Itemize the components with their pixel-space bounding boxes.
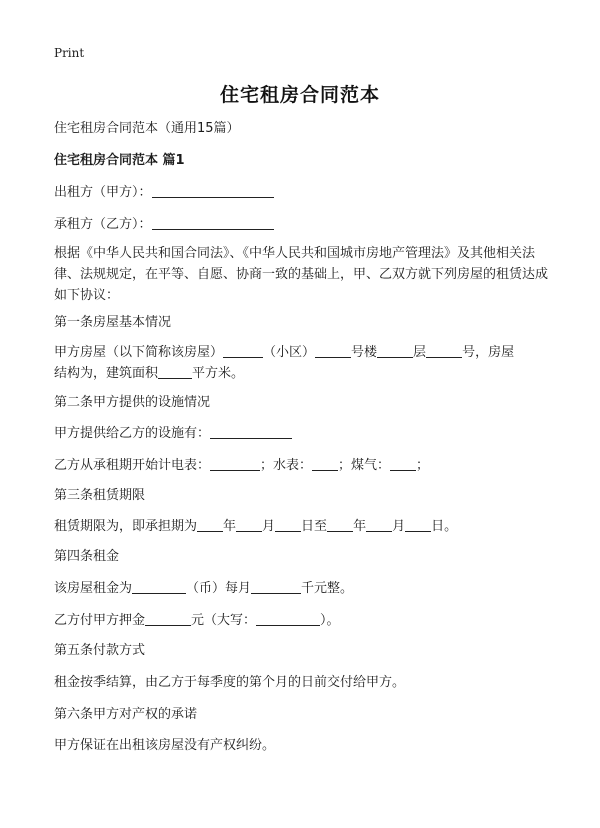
lessor-label: 出租方（甲方）： bbox=[54, 185, 152, 200]
article-3-text: 日。 bbox=[431, 519, 458, 534]
article-3-text: 年 bbox=[353, 519, 367, 534]
article-2-text: ；煤气： bbox=[338, 458, 391, 473]
building-blank bbox=[315, 343, 351, 358]
lessee-label: 承租方（乙方）： bbox=[54, 217, 152, 232]
page-title: 住宅租房合同范本 bbox=[219, 84, 380, 106]
lessor-blank bbox=[152, 183, 274, 198]
article-1-title: 第一条房屋基本情况 bbox=[54, 315, 172, 330]
article-1-text: 号，房屋 bbox=[462, 345, 515, 360]
water-meter-blank bbox=[312, 456, 338, 471]
article-3-text: 租赁期限为，即承担期为 bbox=[54, 519, 198, 534]
lessee-blank bbox=[152, 215, 274, 230]
room-blank bbox=[426, 343, 462, 358]
district-blank bbox=[223, 343, 263, 358]
article-2-text: ；水表： bbox=[260, 458, 313, 473]
article-4-line-1 bbox=[54, 578, 554, 599]
article-4-title: 第四条租金 bbox=[54, 549, 120, 564]
article-3-text: 月 bbox=[392, 519, 406, 534]
article-1-line-2 bbox=[54, 363, 554, 384]
article-4-line-2 bbox=[54, 610, 554, 631]
lessee-line bbox=[54, 214, 554, 235]
article-3-text: 月 bbox=[262, 519, 276, 534]
document-subtitle: 住宅租房合同范本（通用15篇） bbox=[54, 121, 240, 136]
article-1-text: 号楼 bbox=[351, 345, 378, 360]
article-5-title: 第五条付款方式 bbox=[54, 643, 146, 658]
article-4-text: 元（大写： bbox=[191, 613, 257, 628]
start-month-blank bbox=[236, 517, 262, 532]
article-6-text: 甲方保证在出租该房屋没有产权纠纷。 bbox=[54, 738, 276, 753]
article-3-title: 第三条租赁期限 bbox=[54, 488, 146, 503]
article-2-line-1 bbox=[54, 423, 554, 444]
article-4-text: 该房屋租金为 bbox=[54, 581, 133, 596]
print-link[interactable]: Print bbox=[54, 46, 85, 60]
article-2-title: 第二条甲方提供的设施情况 bbox=[54, 395, 211, 410]
article-5-text: 租金按季结算，由乙方于每季度的第个月的日前交付给甲方。 bbox=[54, 675, 406, 690]
monthly-rent-blank bbox=[251, 579, 301, 594]
rent-amount-blank bbox=[132, 579, 186, 594]
article-3-line bbox=[54, 516, 554, 537]
deposit-words-blank bbox=[256, 611, 320, 626]
start-day-blank bbox=[275, 517, 301, 532]
electric-meter-blank bbox=[210, 456, 260, 471]
article-4-text: 千元整。 bbox=[301, 581, 354, 596]
article-3-text: 日至 bbox=[301, 519, 328, 534]
article-1-text: 平方米。 bbox=[192, 366, 245, 381]
article-4-text: （币）每月 bbox=[186, 581, 252, 596]
area-blank bbox=[158, 364, 192, 379]
gas-meter-blank bbox=[390, 456, 416, 471]
preamble-paragraph: 根据《中华人民共和国合同法》、《中华人民共和国城市房地产管理法》及其他相关法律、法规规定，在平等、自愿、协商一致的基础上，甲、乙双方就下列房屋的租赁达成如下协议： bbox=[54, 246, 549, 303]
article-6-title: 第六条甲方对产权的承诺 bbox=[54, 707, 198, 722]
end-day-blank bbox=[405, 517, 431, 532]
article-2-text: ； bbox=[416, 458, 430, 473]
article-1-text: 层 bbox=[413, 345, 427, 360]
article-2-text: 甲方提供给乙方的设施有： bbox=[54, 426, 211, 441]
article-2-text: 乙方从承租期开始计电表： bbox=[54, 458, 211, 473]
facilities-blank bbox=[210, 424, 292, 439]
end-year-blank bbox=[327, 517, 353, 532]
section-heading: 住宅租房合同范本 篇1 bbox=[54, 153, 185, 168]
article-1-text: 甲方房屋（以下简称该房屋） bbox=[54, 345, 224, 360]
article-2-line-2 bbox=[54, 455, 554, 476]
lessor-line bbox=[54, 182, 554, 203]
floor-blank bbox=[377, 343, 413, 358]
article-1-text: （小区） bbox=[263, 345, 316, 360]
deposit-blank bbox=[145, 611, 191, 626]
article-1-text: 结构为，建筑面积 bbox=[54, 366, 159, 381]
article-4-text: 乙方付甲方押金 bbox=[54, 613, 146, 628]
article-1-line-1 bbox=[54, 342, 554, 363]
end-month-blank bbox=[366, 517, 392, 532]
start-year-blank bbox=[197, 517, 223, 532]
article-3-text: 年 bbox=[223, 519, 237, 534]
article-4-text: ）。 bbox=[320, 613, 340, 628]
